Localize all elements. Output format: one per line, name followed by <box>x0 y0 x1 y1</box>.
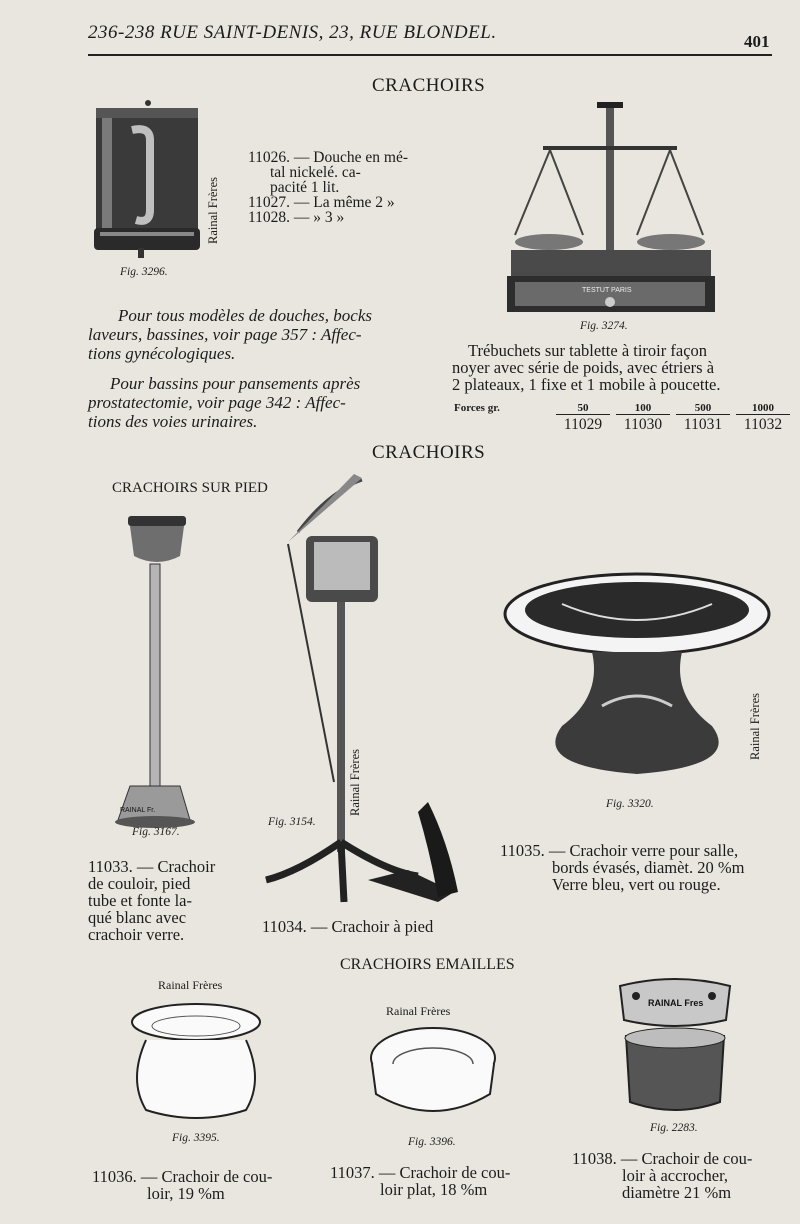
c11037-line: 11037. — Crachoir de cou- <box>330 1163 511 1182</box>
trebuchet-line: Trébuchets sur tablette à tiroir façon <box>468 341 708 360</box>
c11033-line: tube et fonte la- <box>88 891 192 910</box>
forces-grams-cell: 50 <box>556 402 610 415</box>
c11037-line: loir plat, 18 %m <box>380 1180 488 1199</box>
c11037-maker-label: Rainal Frères <box>386 1004 451 1018</box>
fig-3396-caption: Fig. 3396. <box>408 1136 456 1148</box>
c11035-line: bords évasés, diamèt. 20 %m <box>552 858 745 877</box>
crachoir-11037-description <box>330 1164 510 1198</box>
douche-line: pacité 1 lit. <box>270 179 340 196</box>
note-line: Pour bassins pour pansements après <box>110 374 361 393</box>
forces-grams-cell: 100 <box>616 402 670 415</box>
c11038-line: 11038. — Crachoir de cou- <box>572 1149 753 1168</box>
douche-illustration <box>92 100 204 260</box>
crachoir-11038-illustration <box>616 976 734 1118</box>
c11038-line: diamètre 21 %m <box>622 1183 732 1202</box>
fig-3154-caption: Fig. 3154. <box>268 816 316 828</box>
fig-3296-caption: Fig. 3296. <box>120 266 168 278</box>
section-title-crachoirs-mid: CRACHOIRS <box>372 442 486 463</box>
running-header: 236-238 RUE SAINT-DENIS, 23, RUE BLONDEL. <box>88 22 497 43</box>
note-line: prostatectomie, voir page 342 : Affec- <box>88 393 346 412</box>
page-number: 401 <box>744 32 770 51</box>
crachoir-11035-illustration <box>502 566 772 788</box>
crachoir-11033-illustration <box>110 512 200 830</box>
fig-3395-caption: Fig. 3395. <box>172 1132 220 1144</box>
c11033-line: de couloir, pied <box>88 874 191 893</box>
trebuchet-line: 2 plateaux, 1 fixe et 1 mobile à poucette. <box>452 375 721 394</box>
c11038-line: loir à accrocher, <box>622 1166 729 1185</box>
c11036-line: loir, 19 %m <box>147 1184 225 1203</box>
crachoir-11034-caption: 11034. — Crachoir à pied <box>262 917 434 936</box>
c11035-line: 11035. — Crachoir verre pour salle, <box>500 841 739 860</box>
douche-line: 11027. — La même 2 » <box>248 194 395 211</box>
c11036-line: 11036. — Crachoir de cou- <box>92 1167 273 1186</box>
trebuchet-scale-illustration <box>505 100 720 318</box>
base-label: RAINAL Fr. <box>120 807 156 814</box>
forces-ref-cell: 11032 <box>743 416 783 433</box>
c11033-line: 11033. — Crachoir <box>88 857 216 876</box>
forces-grams-cell: 500 <box>676 402 730 415</box>
section-title-crachoirs-top: CRACHOIRS <box>372 75 486 96</box>
subsection-emailles: CRACHOIRS EMAILLES <box>340 956 515 973</box>
forces-label: Forces gr. <box>454 402 500 414</box>
forces-grams-row <box>556 402 790 415</box>
forces-grams-cell: 1000 <box>736 402 790 415</box>
douche-description <box>248 150 408 225</box>
douche-line: 11028. — » 3 » <box>248 209 345 226</box>
c11036-maker-label: Rainal Frères <box>158 978 223 992</box>
douche-maker-stamp: Rainal Frères <box>206 177 220 244</box>
crachoir-11036-illustration <box>128 1000 266 1124</box>
fig-3320-caption: Fig. 3320. <box>606 798 654 810</box>
scale-plate-label: TESTUT PARIS <box>582 287 632 294</box>
forces-ref-cell: 11029 <box>563 416 603 433</box>
c11035-line: Verre bleu, vert ou rouge. <box>552 875 721 894</box>
trebuchet-line: noyer avec série de poids, avec étriers à <box>452 358 715 377</box>
forces-table <box>550 402 796 434</box>
c11034-maker-stamp: Rainal Frères <box>348 749 362 816</box>
forces-ref-cell: 11030 <box>623 416 663 433</box>
forces-ref-row <box>556 415 790 434</box>
douche-line: tal nickelé. ca- <box>270 164 361 181</box>
note-line: laveurs, bassines, voir page 357 : Affec- <box>88 325 362 344</box>
crachoir-11036-description <box>92 1168 272 1202</box>
douche-line: 11026. — Douche en mé- <box>248 149 408 166</box>
crachoir-11034-illustration <box>258 472 466 914</box>
fig-2283-caption: Fig. 2283. <box>650 1122 698 1134</box>
note-bassins <box>88 374 440 431</box>
note-douches <box>88 306 448 363</box>
plate-label: RAINAL Fres <box>648 998 704 1008</box>
crachoir-11033-description <box>88 858 215 943</box>
c11033-line: crachoir verre. <box>88 925 185 944</box>
note-line: Pour tous modèles de douches, bocks <box>118 306 373 325</box>
c11033-line: qué blanc avec <box>88 908 187 927</box>
note-line: tions des voies urinaires. <box>88 412 258 431</box>
trebuchet-description <box>452 342 721 393</box>
fig-3167-caption: Fig. 3167. <box>132 826 180 838</box>
forces-ref-cell: 11031 <box>683 416 723 433</box>
crachoir-11038-description <box>572 1150 752 1201</box>
note-line: tions gynécologiques. <box>88 344 236 363</box>
crachoir-11037-illustration <box>368 1024 498 1128</box>
subsection-sur-pied: CRACHOIRS SUR PIED <box>112 480 268 496</box>
header-rule <box>88 54 772 56</box>
fig-3274-caption: Fig. 3274. <box>580 320 628 332</box>
crachoir-11035-description <box>500 842 744 893</box>
c11035-maker-stamp: Rainal Frères <box>748 693 762 760</box>
